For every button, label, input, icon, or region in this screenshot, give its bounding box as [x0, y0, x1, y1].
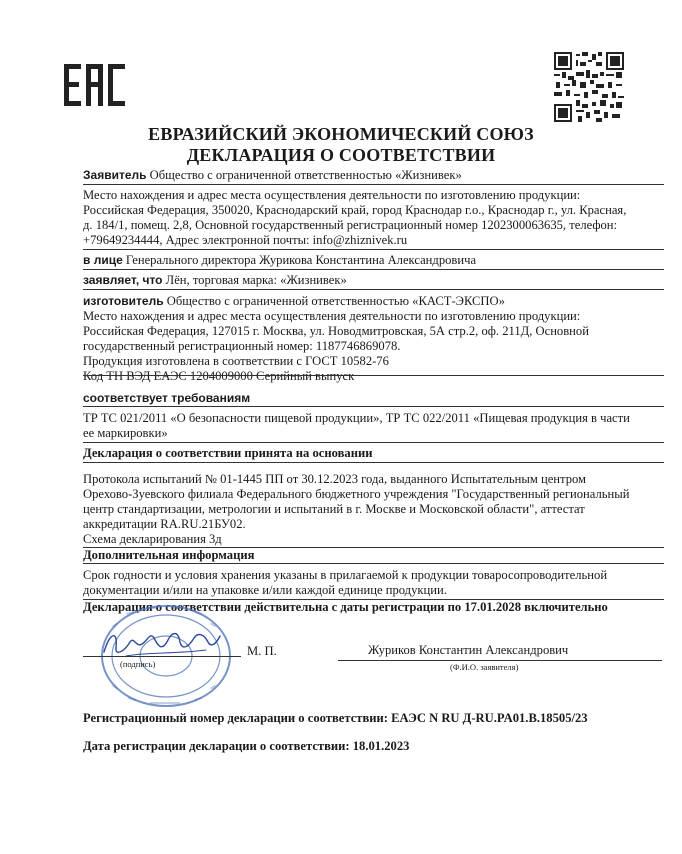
divider: [83, 184, 664, 185]
divider: [83, 249, 664, 250]
manufacturer-label: изготовитель: [83, 294, 164, 308]
basis-line: Протокола испытаний № 01-1445 ПП от 30.12.2023 года, выданного Испытательным центром: [83, 472, 587, 486]
requirements-label: [83, 391, 663, 406]
additional-heading: Дополнительная информация: [83, 548, 255, 562]
address-line: Российская Федерация, 350020, Краснодарский край, город Краснодар г.о., Краснодар г., ул. Красная,: [83, 203, 627, 217]
requirements-line: ТР ТС 021/2011 «О безопасности пищевой продукции», ТР ТС 022/2011 «Пищевая продукция в части: [83, 411, 630, 425]
divider: [83, 563, 664, 564]
signatory-name: Журиков Константин Александрович: [368, 643, 569, 657]
manufacturer-line: государственный регистрационный номер: 1187746869078.: [83, 339, 401, 353]
additional-line: документации и/или на упаковке и/или каждой единице продукции.: [83, 583, 447, 597]
basis-line: аккредитации RA.RU.21БУ02.: [83, 517, 246, 531]
registration-number: Регистрационный номер декларации о соответствии: ЕАЭС N RU Д-RU.PA01.B.18505/23: [83, 711, 588, 725]
manufacturer-block: [83, 294, 663, 384]
applicant-value: Общество с ограниченной ответственностью «Жизнивек»: [149, 168, 462, 182]
requirements-heading: соответствует требованиям: [83, 391, 251, 405]
requirements-text: [83, 411, 663, 441]
manufacturer-line: Российская Федерация, 127015 г. Москва, ул. Новодмитровская, 5А стр.2, оф. 211Д, Основной: [83, 324, 589, 338]
manufacturer-line: Код ТН ВЭД ЕАЭС 1204009000 Серийный выпуск: [83, 369, 355, 383]
applicant-address: [83, 188, 663, 248]
basis-line: Орехово-Зуевского филиала Федерального бюджетного учреждения "Государственный региональный: [83, 487, 630, 501]
requirements-line: ее маркировки»: [83, 426, 168, 440]
union-title: ЕВРАЗИЙСКИЙ ЭКОНОМИЧЕСКИЙ СОЮЗ: [148, 124, 534, 144]
name-line: [338, 660, 662, 661]
declaration-title: ДЕКЛАРАЦИЯ О СООТВЕТСТВИИ: [186, 145, 496, 165]
additional-text: [83, 568, 663, 598]
manufacturer-line: Место нахождения и адрес места осуществления деятельности по изготовлению продукции:: [83, 309, 581, 323]
eac-logo: [62, 62, 128, 108]
address-line: Место нахождения и адрес места осуществления деятельности по изготовлению продукции:: [83, 188, 581, 202]
divider: [83, 462, 664, 463]
additional-line: Срок годности и условия хранения указаны в прилагаемой к продукции товаросопроводительной: [83, 568, 608, 582]
divider: [83, 375, 664, 376]
additional-label: [83, 548, 663, 563]
basis-line: Схема декларирования 3д: [83, 532, 222, 546]
applicant-row: [83, 168, 663, 183]
basis-text: [83, 472, 663, 547]
name-caption: (Ф.И.О. заявителя): [450, 662, 519, 672]
registration-date: Дата регистрации декларации о соответствии: 18.01.2023: [83, 739, 410, 753]
qr-code-graphic: [554, 52, 624, 122]
stamp-place-label: М. П.: [247, 644, 277, 658]
applicant-label: Заявитель: [83, 168, 147, 182]
eac-logo-graphic: [62, 62, 128, 108]
person-label: в лице: [83, 253, 123, 267]
qr-code: [554, 52, 624, 122]
person-row: [83, 253, 663, 268]
address-line: +79649234444, Адрес электронной почты: info@zhiznivek.ru: [83, 233, 408, 247]
person-value: Генерального директора Журикова Константина Александровича: [125, 253, 477, 267]
declares-row: [83, 273, 663, 288]
divider: [83, 289, 664, 290]
address-line: д. 184/1, помещ. 2,8, Основной государственный регистрационный номер 1202300063635, телефон:: [83, 218, 618, 232]
signature-caption: (подпись): [120, 659, 156, 669]
basis-label: [83, 446, 663, 461]
basis-line: центр стандартизации, метрологии и испытаний в г. Москве и Московской области", аттестат: [83, 502, 585, 516]
basis-heading: Декларация о соответствии принята на основании: [83, 446, 373, 460]
divider: [83, 269, 664, 270]
declares-value: Лён, торговая марка: «Жизнивек»: [165, 273, 347, 287]
manufacturer-line: Продукция изготовлена в соответствии с ГОСТ 10582-76: [83, 354, 389, 368]
validity-text: Декларация о соответствии действительна с даты регистрации по 17.01.2028 включительно: [83, 600, 608, 614]
signature-line: [83, 656, 241, 657]
divider: [83, 406, 664, 407]
manufacturer-value: Общество с ограниченной ответственностью «КАСТ-ЭКСПО»: [166, 294, 505, 308]
declares-label: заявляет, что: [83, 273, 163, 287]
divider: [83, 442, 664, 443]
